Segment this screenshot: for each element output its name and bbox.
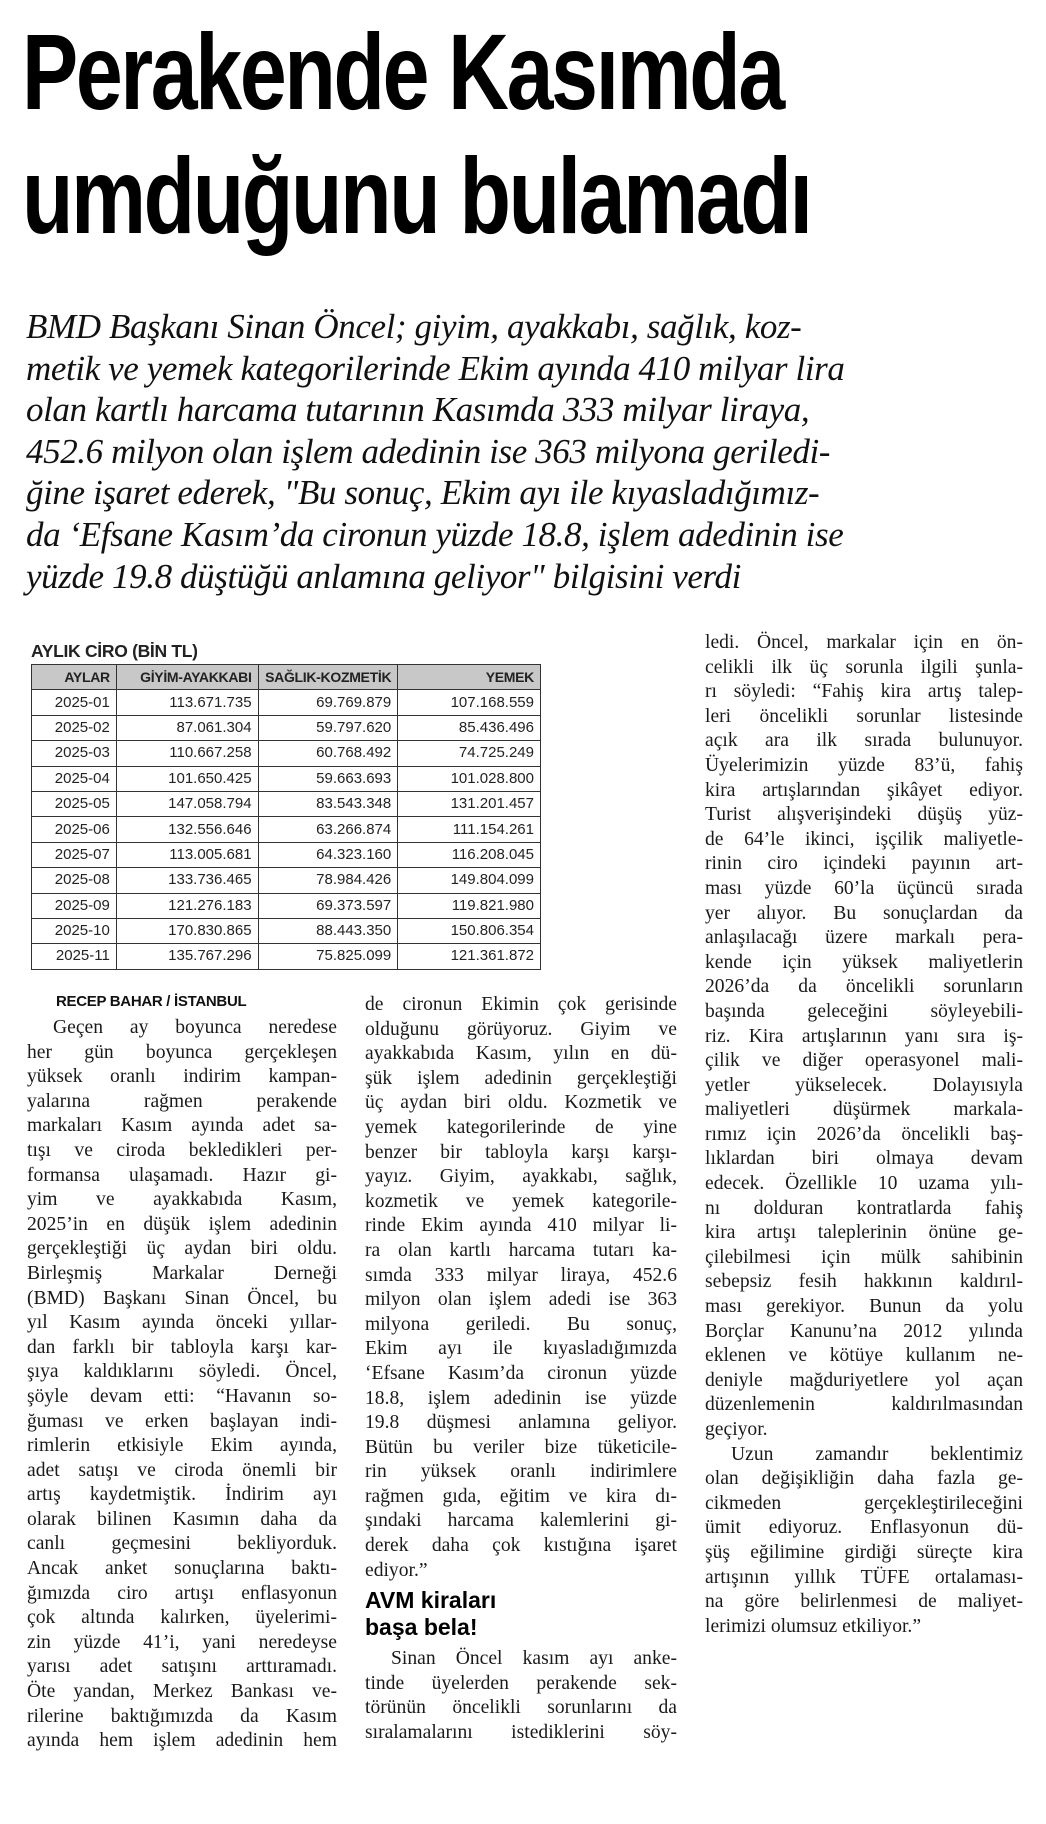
text-line: Öte yandan, Merkez Bankası ve- <box>27 1681 337 1703</box>
cell-month: 2025-11 <box>32 944 117 969</box>
text-line: şük işlem adedinin gerçekleştiği <box>365 1067 677 1089</box>
text-line: Uzun zamandır beklentimiz <box>731 1443 1023 1465</box>
cell-health-cosmetics: 59.663.693 <box>258 766 398 791</box>
text-line: derek daha çok kıstığına işaret <box>365 1535 677 1557</box>
text-line: 2026’da da öncelikli sorunların <box>705 976 1023 998</box>
text-line: markaları Kasım ayında adet sa- <box>27 1115 337 1137</box>
text-line: sebepsiz fesih hakkının kaldırıl- <box>705 1271 1023 1293</box>
text-line: milyona geriledi. Bu sonuç, <box>365 1313 677 1335</box>
text-line: ediyor.” <box>365 1559 428 1581</box>
text-line: çilik ve diğer operasyonel mali- <box>705 1050 1023 1072</box>
text-line: kende için yüksek maliyetlerin <box>705 951 1023 973</box>
text-line: 2025’in en düşük işlem adedinin <box>27 1213 337 1235</box>
text-line: açık ara ilk sırada bulunuyor. <box>705 730 1023 752</box>
cell-month: 2025-07 <box>32 842 117 867</box>
subheading-line: AVM kiraları <box>365 1587 497 1614</box>
byline: RECEP BAHAR / İSTANBUL <box>56 993 247 1010</box>
cell-month: 2025-04 <box>32 766 117 791</box>
text-line: rı söyledi: “Fahiş kira artış talep- <box>705 681 1023 703</box>
text-line: rımız için 2026’da öncelikli baş- <box>705 1123 1023 1145</box>
subheading <box>365 1587 677 1641</box>
table-row <box>32 918 541 943</box>
text-line: nı dolduran kontratlarda fahiş <box>705 1197 1023 1219</box>
table-row <box>32 715 541 740</box>
text-line: Birleşmiş Markalar Derneği <box>27 1262 337 1284</box>
standfirst-line: yüzde 19.8 düştüğü anlamına geliyor" bilgisini verdi <box>26 556 741 596</box>
cell-food: 131.201.457 <box>398 791 541 816</box>
cell-health-cosmetics: 64.323.160 <box>258 842 398 867</box>
text-line: yetler yükselecek. Dolayısıyla <box>705 1074 1023 1096</box>
column-right <box>705 631 1023 1639</box>
text-line: canlı geçmesini bekliyorduk. <box>27 1533 337 1555</box>
cell-food: 119.821.980 <box>398 893 541 918</box>
text-line: olduğunu görüyoruz. Giyim ve <box>365 1018 677 1040</box>
cell-month: 2025-09 <box>32 893 117 918</box>
text-line: 18.8, işlem adedinin ise yüzde <box>365 1387 677 1409</box>
text-line: rağmen gıda, eğitim ve kira dı- <box>365 1485 677 1507</box>
text-line: rinin ciro içindeki payının art- <box>705 853 1023 875</box>
text-line: lıklardan biri olmaya devam <box>705 1148 1023 1170</box>
text-line: riz. Kira artışlarının yanı sıra iş- <box>705 1025 1023 1047</box>
text-line: başında geleceğini söyleyebili- <box>705 1000 1023 1022</box>
cell-month: 2025-05 <box>32 791 117 816</box>
text-line: deniyle mağduriyetlere yol açan <box>705 1369 1023 1391</box>
text-line: kira artışı taleplerinin önüne ge- <box>705 1222 1023 1244</box>
text-line: ledi. Öncel, markalar için en ön- <box>705 632 1023 653</box>
cell-apparel-footwear: 170.830.865 <box>116 918 258 943</box>
cell-health-cosmetics: 75.825.099 <box>258 944 398 969</box>
cell-health-cosmetics: 63.266.874 <box>258 817 398 842</box>
text-line: düzenlemenin kaldırılmasından <box>705 1394 1023 1416</box>
cell-health-cosmetics: 83.543.348 <box>258 791 398 816</box>
cell-apparel-footwear: 121.276.183 <box>116 893 258 918</box>
text-line: anlaşılacağı üzere markalı pera- <box>705 927 1023 949</box>
header-health-cosmetics: SAĞLIK-KOZMETİK <box>258 665 398 690</box>
text-line: Bütün bu veriler bize tüketicile- <box>365 1436 677 1458</box>
text-line: de cironun Ekimin çok gerisinde <box>365 994 677 1015</box>
text-line: Turist alışverişindeki düşüş yüz- <box>705 804 1023 826</box>
table-row <box>32 741 541 766</box>
header-apparel-footwear: GİYİM-AYAKKABI <box>116 665 258 690</box>
cell-apparel-footwear: 147.058.794 <box>116 791 258 816</box>
text-line: Sinan Öncel kasım ayı anke- <box>391 1648 677 1670</box>
text-line: geçiyor. <box>705 1419 768 1440</box>
table-row <box>32 766 541 791</box>
text-line: olarak bilinen Kasımın daha da <box>27 1508 337 1530</box>
text-line: Üyelerimizin yüzde 83’ü, fahiş <box>705 754 1023 776</box>
table-row <box>32 842 541 867</box>
table-row <box>32 944 541 969</box>
cell-food: 74.725.249 <box>398 741 541 766</box>
standfirst-line: metik ve yemek kategorilerinde Ekim ayında 410 milyar lira <box>26 348 845 388</box>
cell-food: 101.028.800 <box>398 766 541 791</box>
text-line: çilebilmesi için mülk sahibinin <box>705 1246 1023 1268</box>
cell-apparel-footwear: 101.650.425 <box>116 766 258 791</box>
text-line: yıl Kasım ayında önceki yıllar- <box>27 1312 337 1334</box>
headline <box>22 10 810 258</box>
standfirst-line: BMD Başkanı Sinan Öncel; giyim, ayakkabı, sağlık, koz- <box>26 307 802 346</box>
standfirst-line: olan kartlı harcama tutarının Kasımda 333 milyar liraya, <box>26 390 810 430</box>
text-line: artışının yıllık TÜFE ortalaması- <box>705 1566 1023 1588</box>
table-row <box>32 690 541 715</box>
text-line: ması gerekiyor. Bunun da yolu <box>705 1296 1023 1318</box>
column-middle-bottom <box>365 1647 677 1745</box>
text-line: yüksek oranlı indirim kampan- <box>27 1066 337 1088</box>
text-line: milyon olan işlem adedi ise 363 <box>365 1289 677 1311</box>
text-line: tinde üyelerden perakende sek- <box>365 1672 677 1694</box>
column-middle-top <box>365 993 677 1583</box>
cell-apparel-footwear: 113.005.681 <box>116 842 258 867</box>
text-line: lerimizi olumsuz etkiliyor.” <box>705 1615 922 1637</box>
text-line: tışı ve ciroda bekledikleri per- <box>27 1139 337 1161</box>
text-line: Borçlar Kanunu’na 2012 yılında <box>705 1320 1023 1342</box>
text-line: ğımızda ciro artışı enflasyonun <box>27 1582 337 1604</box>
cell-apparel-footwear: 133.736.465 <box>116 868 258 893</box>
text-line: ması yüzde 60’la üçüncü sırada <box>705 877 1023 899</box>
text-line: rin yüksek oranlı indirimlere <box>365 1461 677 1483</box>
header-months: AYLAR <box>32 665 117 690</box>
text-line: yayız. Giyim, ayakkabı, sağlık, <box>365 1166 677 1188</box>
text-line: (BMD) Başkanı Sinan Öncel, bu <box>27 1287 337 1309</box>
text-line: yarısı adet satışını arttıramadı. <box>27 1656 337 1678</box>
text-line: rinde Ekim ayında 410 milyar li- <box>365 1215 677 1237</box>
table-header-row <box>32 665 541 690</box>
text-line: Geçen ay boyunca neredese <box>53 1017 337 1038</box>
cell-health-cosmetics: 78.984.426 <box>258 868 398 893</box>
text-line: celikli ilk üç sorunla ilgili şunla- <box>705 656 1023 678</box>
text-line: eklenen ve kötüye kullanım ne- <box>705 1345 1023 1367</box>
text-line: törünün öncelikli sorunlarını da <box>365 1697 677 1719</box>
cell-apparel-footwear: 110.667.258 <box>116 741 258 766</box>
cell-health-cosmetics: 59.797.620 <box>258 715 398 740</box>
table-row <box>32 893 541 918</box>
text-line: sıralamalarını istediklerini söy- <box>365 1722 677 1744</box>
text-line: na göre belirlenmesi de maliyet- <box>705 1591 1023 1613</box>
column-left <box>27 1016 337 1754</box>
standfirst <box>26 306 1011 597</box>
text-line: dan farklı bir tabloyla karşı kar- <box>27 1336 337 1358</box>
cell-apparel-footwear: 135.767.296 <box>116 944 258 969</box>
text-line: şındaki harcama kalemlerini gi- <box>365 1510 677 1532</box>
text-line: şöyle devam etti: “Havanın so- <box>27 1385 337 1407</box>
text-line: Ekim ayı ile kıyasladığımızda <box>365 1338 677 1360</box>
cell-apparel-footwear: 113.671.735 <box>116 690 258 715</box>
cell-food: 121.361.872 <box>398 944 541 969</box>
standfirst-line: 452.6 milyon olan işlem adedinin ise 363 milyona geriledi- <box>26 431 831 471</box>
cell-health-cosmetics: 69.769.879 <box>258 690 398 715</box>
text-line: yim ve ayakkabıda Kasım, <box>27 1189 337 1211</box>
cell-month: 2025-02 <box>32 715 117 740</box>
cell-health-cosmetics: 88.443.350 <box>258 918 398 943</box>
subheading-line: başa bela! <box>365 1614 478 1641</box>
standfirst-line: ğine işaret ederek, "Bu sonuç, Ekim ayı ile kıyasladığımız- <box>26 473 820 513</box>
column-middle <box>365 993 677 1746</box>
text-line: de 64’le ikinci, işçilik maliyetle- <box>705 828 1023 850</box>
text-line: ra olan kartlı harcama tutarı ka- <box>365 1239 677 1261</box>
cell-food: 150.806.354 <box>398 918 541 943</box>
cell-health-cosmetics: 69.373.597 <box>258 893 398 918</box>
table-row <box>32 791 541 816</box>
text-line: leri öncelikli sorunlar listesinde <box>705 705 1023 727</box>
text-line: cikmeden gerçekleştirileceğini <box>705 1492 1023 1514</box>
cell-apparel-footwear: 132.556.646 <box>116 817 258 842</box>
monthly-turnover-table <box>31 664 541 970</box>
text-line: sımda 333 milyar liraya, 452.6 <box>365 1264 677 1286</box>
text-line: benzer bir tabloyla karşı karşı- <box>365 1141 677 1163</box>
monthly-turnover-table-block <box>31 640 661 970</box>
text-line: edecek. Özellikle 10 uzama yılı- <box>705 1173 1023 1195</box>
column-right-paragraph-1 <box>705 631 1023 1443</box>
text-line: Ancak anket sonuçlarına baktı- <box>27 1558 337 1580</box>
cell-food: 85.436.496 <box>398 715 541 740</box>
text-line: ayında hem işlem adedinin hem <box>27 1730 337 1752</box>
cell-health-cosmetics: 60.768.492 <box>258 741 398 766</box>
cell-apparel-footwear: 87.061.304 <box>116 715 258 740</box>
cell-food: 111.154.261 <box>398 817 541 842</box>
column-right-paragraph-2 <box>705 1443 1023 1640</box>
text-line: formansa ulaşamadı. Hazır gi- <box>27 1164 337 1186</box>
text-line: ümit ediyoruz. Enflasyonun dü- <box>705 1517 1023 1539</box>
cell-month: 2025-01 <box>32 690 117 715</box>
text-line: ‘Efsane Kasım’da cironun yüzde <box>365 1362 677 1384</box>
text-line: kira artışlarından şikâyet ediyor. <box>705 779 1023 801</box>
text-line: çok altında kalırken, üyelerimi- <box>27 1607 337 1629</box>
table-body <box>32 690 541 969</box>
cell-month: 2025-10 <box>32 918 117 943</box>
standfirst-line: da ‘Efsane Kasım’da cironun yüzde 18.8, işlem adedinin ise <box>26 514 844 554</box>
header-food: YEMEK <box>398 665 541 690</box>
text-line: ayakkabıda Kasım, yılın en dü- <box>365 1043 677 1065</box>
text-line: rilerine baktığımızda da Kasım <box>27 1705 337 1727</box>
cell-month: 2025-08 <box>32 868 117 893</box>
text-line: şıya kaldıklarını söyledi. Öncel, <box>27 1361 337 1383</box>
table-row <box>32 817 541 842</box>
table-row <box>32 868 541 893</box>
text-line: kozmetik ve yemek kategorile- <box>365 1190 677 1212</box>
headline-line-1: Perakende Kasımda <box>22 11 783 132</box>
cell-month: 2025-03 <box>32 741 117 766</box>
cell-food: 107.168.559 <box>398 690 541 715</box>
text-line: 19.8 düşmesi anlamına geliyor. <box>365 1412 677 1434</box>
text-line: her gün boyunca gerçekleşen <box>27 1041 337 1063</box>
text-line: olan değişikliğin daha fazla ge- <box>705 1468 1023 1490</box>
text-line: maliyetleri düşürmek markala- <box>705 1099 1023 1121</box>
cell-food: 149.804.099 <box>398 868 541 893</box>
text-line: gerçekleştiği üç aydan biri oldu. <box>27 1238 337 1260</box>
text-line: rimlerin etkisiyle Ekim ayında, <box>27 1435 337 1457</box>
text-line: şüş eğilimine girdiği süreçte kira <box>705 1541 1023 1563</box>
cell-month: 2025-06 <box>32 817 117 842</box>
text-line: yer alıyor. Bu sonuçlardan da <box>705 902 1023 924</box>
table-title: AYLIK CİRO (BİN TL) <box>31 641 198 661</box>
cell-food: 116.208.045 <box>398 842 541 867</box>
text-line: üç aydan biri oldu. Kozmetik ve <box>365 1092 677 1114</box>
headline-line-2: umduğunu bulamadı <box>22 135 811 256</box>
text-line: ğuması ve erken başlayan indi- <box>27 1410 337 1432</box>
text-line: yemek kategorilerinde de yine <box>365 1116 677 1138</box>
text-line: zin yüzde 41’i, yani neredeyse <box>27 1631 337 1653</box>
text-line: yalarına rağmen perakende <box>27 1090 337 1112</box>
text-line: artış kaydetmiştik. İndirim ayı <box>27 1484 337 1506</box>
text-line: adet satışı ve ciroda önemli bir <box>27 1459 337 1481</box>
